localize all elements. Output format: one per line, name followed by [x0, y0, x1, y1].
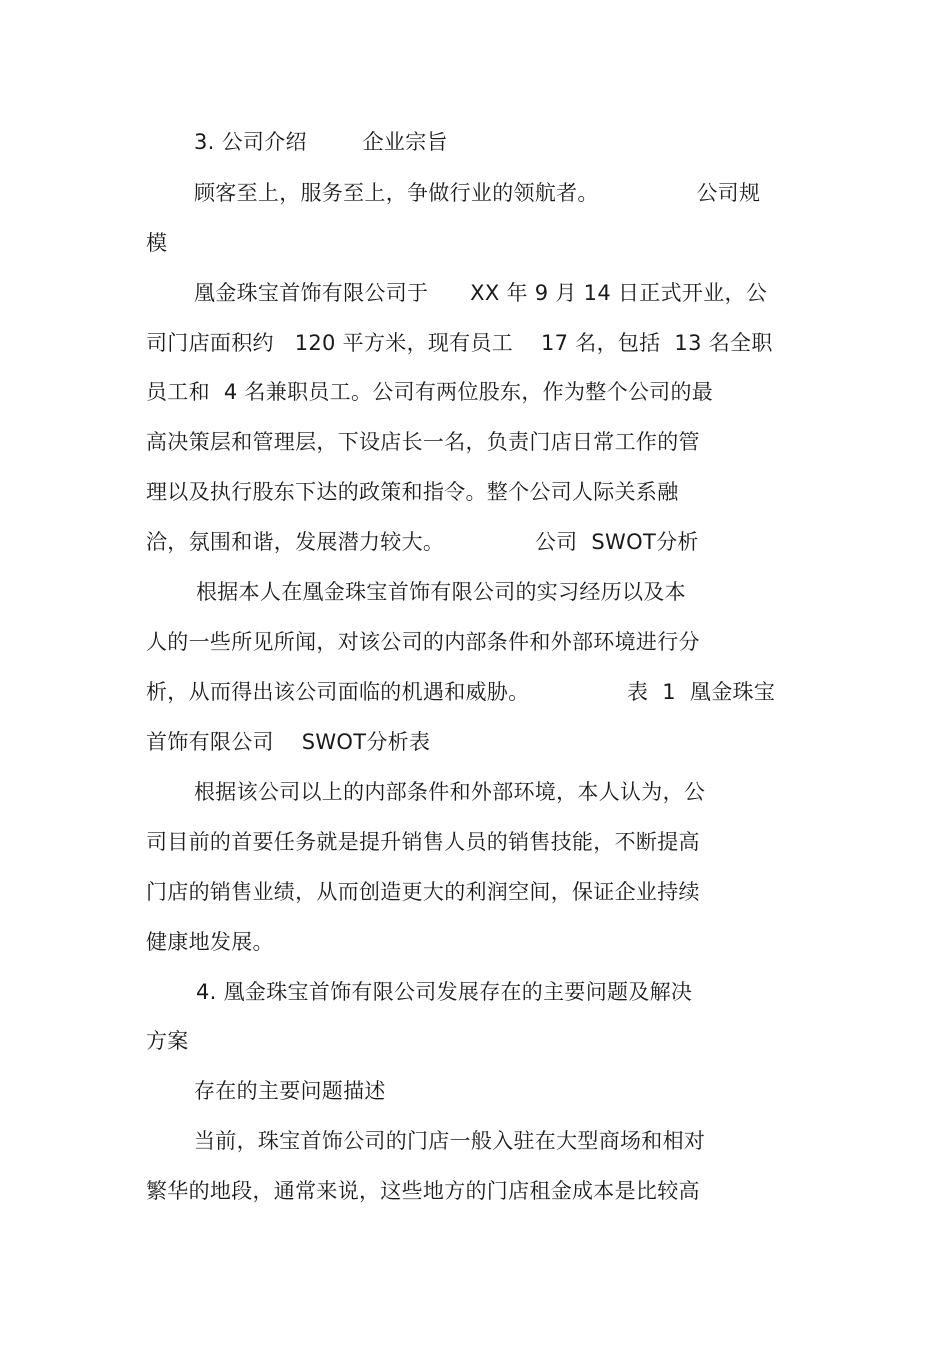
text-line: 析，从而得出该公司面临的机遇和威胁。 表 1 凰金珠宝: [146, 680, 776, 704]
text-line: 3. 公司介绍 企业宗旨: [194, 130, 448, 154]
text-line: 繁华的地段，通常来说，这些地方的门店租金成本是比较高: [146, 1179, 700, 1203]
text-line: 高决策层和管理层，下设店长一名，负责门店日常工作的管: [146, 430, 700, 454]
text-line: 洽，氛围和谐，发展潜力较大。 公司 SWOT分析: [146, 530, 699, 554]
text-line: 凰金珠宝首饰有限公司于 XX 年 9 月 14 日正式开业，公: [194, 281, 768, 305]
text-line: 首饰有限公司 SWOT分析表: [146, 730, 431, 754]
text-line: 门店的销售业绩，从而创造更大的利润空间，保证企业持续: [146, 880, 700, 904]
text-line: 方案: [146, 1029, 189, 1053]
text-line: 员工和 4 名兼职员工。公司有两位股东，作为整个公司的最: [146, 380, 714, 404]
text-line: 司门店面积约 120 平方米，现有员工 17 名，包括 13 名全职: [146, 331, 773, 355]
text-line: 4. 凰金珠宝首饰有限公司发展存在的主要问题及解决: [196, 980, 693, 1004]
text-line: 存在的主要问题描述: [194, 1079, 386, 1103]
text-line: 根据该公司以上的内部条件和外部环境，本人认为，公: [194, 780, 706, 804]
text-line: 理以及执行股东下达的政策和指令。整个公司人际关系融: [146, 480, 679, 504]
text-line: 顾客至上，服务至上，争做行业的领航者。 公司规: [194, 181, 761, 205]
text-line: 健康地发展。: [146, 930, 274, 954]
text-line: 根据本人在凰金珠宝首饰有限公司的实习经历以及本: [196, 580, 686, 604]
text-line: 模: [146, 231, 168, 255]
text-line: 当前，珠宝首饰公司的门店一般入驻在大型商场和相对: [194, 1129, 706, 1153]
text-line: 司目前的首要任务就是提升销售人员的销售技能，不断提高: [146, 830, 700, 854]
text-line: 人的一些所见所闻，对该公司的内部条件和外部环境进行分: [146, 630, 700, 654]
